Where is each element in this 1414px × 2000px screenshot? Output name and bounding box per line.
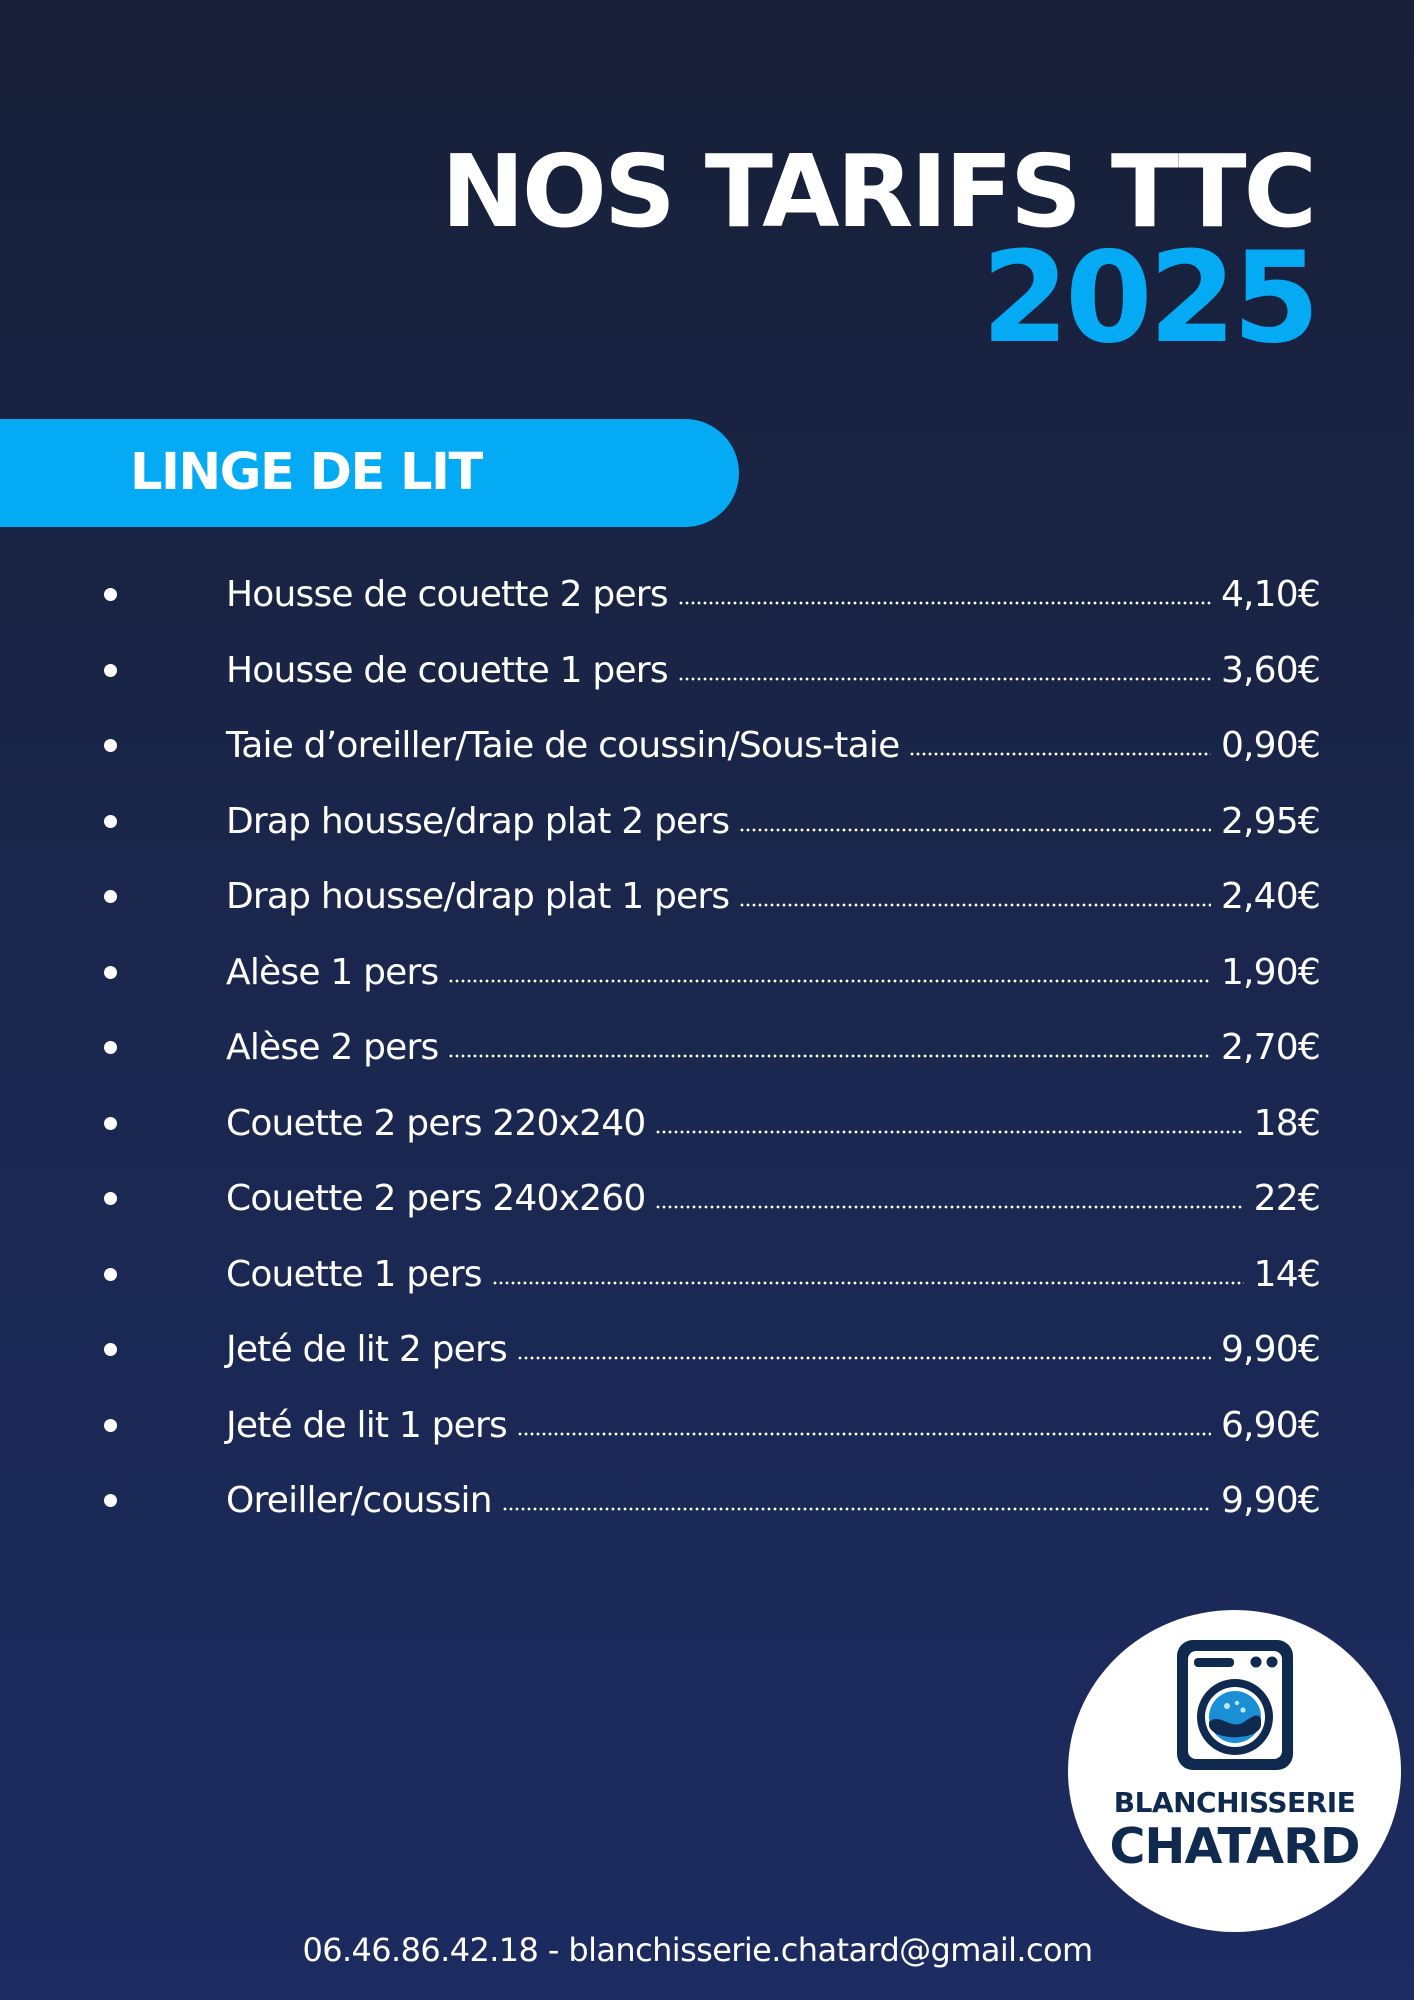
bullet-icon xyxy=(104,1419,117,1432)
item-name: Couette 1 pers xyxy=(226,1253,482,1295)
dot-leader xyxy=(655,1125,1243,1135)
year-heading: 2025 xyxy=(981,224,1316,371)
dot-leader xyxy=(678,596,1211,606)
price-row xyxy=(0,721,1414,797)
price-row-line xyxy=(226,570,1320,620)
item-name: Taie d’oreiller/Taie de coussin/Sous-taie xyxy=(226,725,900,766)
dot-leader xyxy=(517,1427,1211,1437)
dot-leader xyxy=(739,823,1211,833)
item-name: Jeté de lit 1 pers xyxy=(226,1404,507,1446)
item-price: 2,70€ xyxy=(1220,1027,1320,1068)
item-price: 3,60€ xyxy=(1220,649,1320,691)
bullet-icon xyxy=(104,588,117,601)
price-row-line xyxy=(226,1099,1320,1149)
price-row-line xyxy=(226,1250,1320,1300)
bullet-icon xyxy=(104,1192,117,1205)
dot-leader xyxy=(492,1276,1244,1286)
item-name: Alèse 2 pers xyxy=(226,1027,439,1068)
price-row-line xyxy=(226,1023,1320,1073)
logo-text-chatard: CHATARD xyxy=(1109,1818,1360,1875)
item-price: 6,90€ xyxy=(1220,1404,1320,1446)
page-title: NOS TARIFS TTC xyxy=(441,133,1314,250)
dot-leader xyxy=(517,1351,1211,1361)
bullet-icon xyxy=(104,1117,117,1130)
price-row xyxy=(0,1099,1414,1175)
item-name: Couette 2 pers 220x240 xyxy=(226,1102,646,1144)
section-banner xyxy=(0,419,739,527)
price-row-line xyxy=(226,872,1320,922)
price-row xyxy=(0,1250,1414,1326)
section-title: LINGE DE LIT xyxy=(130,443,482,502)
price-row xyxy=(0,1023,1414,1099)
bullet-icon xyxy=(104,890,117,903)
dot-leader xyxy=(448,1049,1211,1059)
price-row xyxy=(0,1325,1414,1401)
bullet-icon xyxy=(104,1268,117,1281)
dot-leader xyxy=(655,1200,1243,1210)
item-price: 0,90€ xyxy=(1220,725,1320,766)
item-name: Couette 2 pers 240x260 xyxy=(226,1178,646,1219)
price-list xyxy=(0,570,1414,1552)
price-row-line xyxy=(226,1174,1320,1224)
price-row xyxy=(0,948,1414,1024)
bullet-icon xyxy=(104,815,117,828)
dot-leader xyxy=(448,974,1211,984)
price-row-line xyxy=(226,721,1320,771)
bullet-icon xyxy=(104,739,117,752)
bullet-icon xyxy=(104,664,117,677)
price-row xyxy=(0,1401,1414,1477)
washing-machine-icon xyxy=(1173,1636,1297,1774)
item-price: 22€ xyxy=(1253,1178,1320,1219)
contact-info: 06.46.86.42.18 - blanchisserie.chatard@gmail.com xyxy=(302,1931,1093,1969)
item-price: 18€ xyxy=(1253,1102,1320,1144)
item-price: 1,90€ xyxy=(1220,951,1320,993)
price-row-line xyxy=(226,948,1320,998)
bullet-icon xyxy=(104,1343,117,1356)
bullet-icon xyxy=(104,966,117,979)
item-name: Alèse 1 pers xyxy=(226,951,439,993)
item-name: Drap housse/drap plat 1 pers xyxy=(226,876,730,917)
dot-leader xyxy=(678,672,1211,682)
price-row-line xyxy=(226,1401,1320,1451)
bullet-icon xyxy=(104,1041,117,1054)
item-name: Jeté de lit 2 pers xyxy=(226,1329,507,1370)
item-price: 14€ xyxy=(1253,1253,1320,1295)
company-logo xyxy=(1068,1610,1401,1932)
price-row xyxy=(0,646,1414,722)
item-name: Drap housse/drap plat 2 pers xyxy=(226,800,730,842)
price-row xyxy=(0,1174,1414,1250)
item-name: Oreiller/coussin xyxy=(226,1480,492,1521)
price-row-line xyxy=(226,646,1320,696)
item-price: 2,40€ xyxy=(1220,876,1320,917)
dot-leader xyxy=(502,1502,1211,1512)
dot-leader xyxy=(739,898,1211,908)
item-price: 4,10€ xyxy=(1220,574,1320,615)
price-row xyxy=(0,1476,1414,1552)
logo-text-blanchisserie: BLANCHISSERIE xyxy=(1113,1786,1356,1819)
price-row-line xyxy=(226,797,1320,847)
item-price: 2,95€ xyxy=(1220,800,1320,842)
price-row-line xyxy=(226,1325,1320,1375)
price-row xyxy=(0,797,1414,873)
item-name: Housse de couette 2 pers xyxy=(226,574,668,615)
bullet-icon xyxy=(104,1494,117,1507)
item-price: 9,90€ xyxy=(1220,1480,1320,1521)
price-row-line xyxy=(226,1476,1320,1526)
dot-leader xyxy=(909,747,1211,757)
price-row xyxy=(0,872,1414,948)
price-row xyxy=(0,570,1414,646)
item-name: Housse de couette 1 pers xyxy=(226,649,668,691)
item-price: 9,90€ xyxy=(1220,1329,1320,1370)
